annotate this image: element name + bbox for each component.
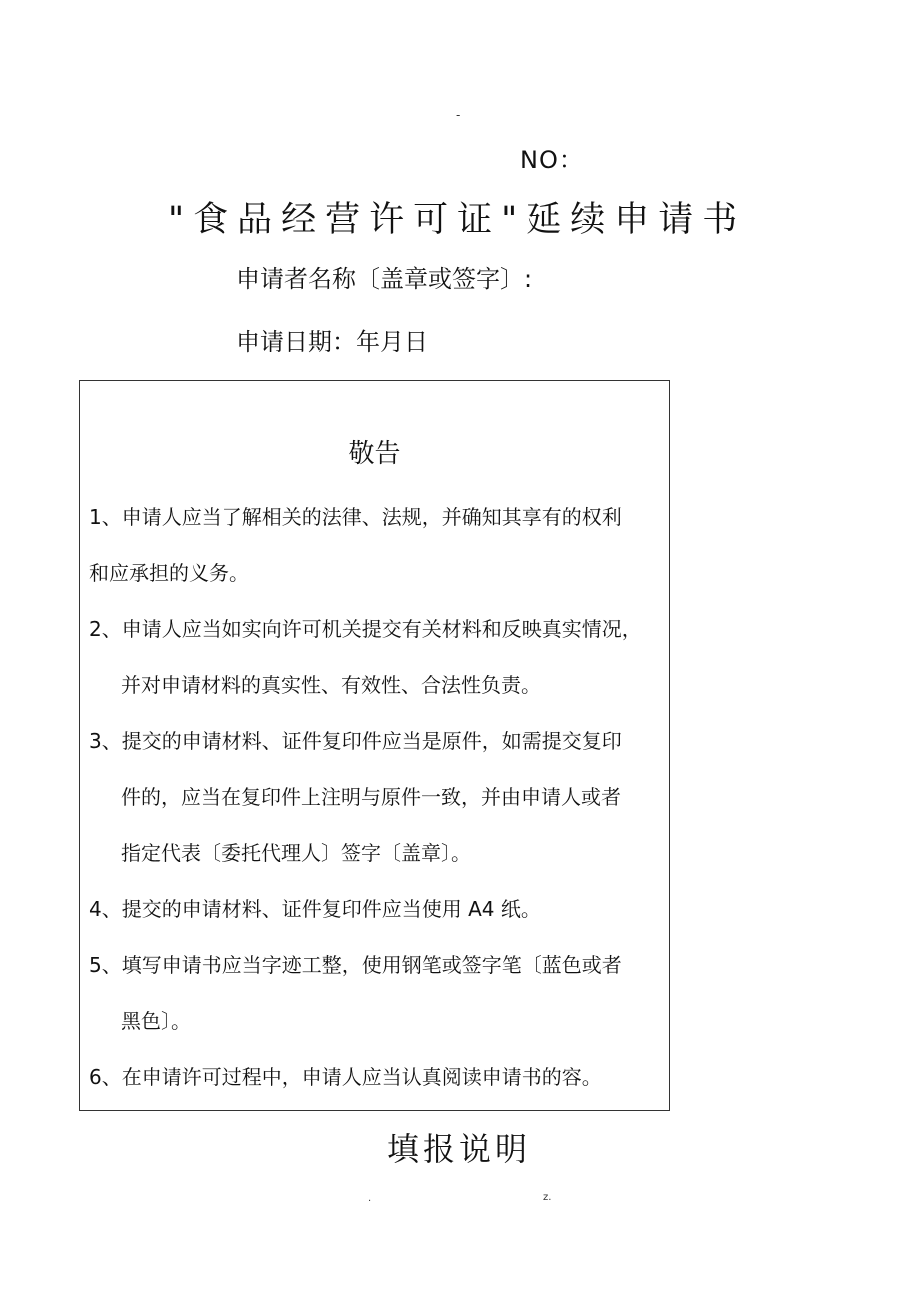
notice-box — [79, 380, 670, 1111]
notice-line: 指定代表〔委托代理人〕签字〔盖章〕。 — [121, 841, 471, 865]
notice-line: 并对申请材料的真实性、有效性、合法性负责。 — [121, 673, 541, 697]
document-title: "食品经营许可证"延续申请书 — [168, 200, 747, 240]
header-mark: - — [456, 108, 461, 122]
footer-mark-dot: . — [368, 1193, 372, 1204]
notice-line: 4、提交的申请材料、证件复印件应当使用 A4 纸。 — [89, 897, 541, 921]
notice-line: 和应承担的义务。 — [89, 561, 249, 585]
notice-line: 3、提交的申请材料、证件复印件应当是原件，如需提交复印 — [89, 729, 622, 753]
notice-line: 黑色〕。 — [121, 1009, 191, 1033]
notice-line: 6、在申请许可过程中，申请人应当认真阅读申请书的容。 — [89, 1065, 602, 1089]
notice-line: 1、申请人应当了解相关的法律、法规，并确知其享有的权利 — [89, 505, 622, 529]
fill-instructions-heading: 填报说明 — [387, 1130, 532, 1168]
applicant-name-field: 申请者名称〔盖章或签字〕: — [236, 265, 533, 293]
notice-title: 敬告 — [348, 439, 401, 469]
application-date-field: 申请日期：年月日 — [236, 328, 428, 356]
notice-line: 2、申请人应当如实向许可机关提交有关材料和反映真实情况， — [89, 617, 642, 641]
notice-line: 5、填写申请书应当字迹工整，使用钢笔或签字笔〔蓝色或者 — [89, 953, 622, 977]
footer-mark-z: z. — [543, 1192, 552, 1203]
document-number-label: NO： — [520, 146, 584, 174]
notice-line: 件的，应当在复印件上注明与原件一致，并由申请人或者 — [121, 785, 621, 809]
